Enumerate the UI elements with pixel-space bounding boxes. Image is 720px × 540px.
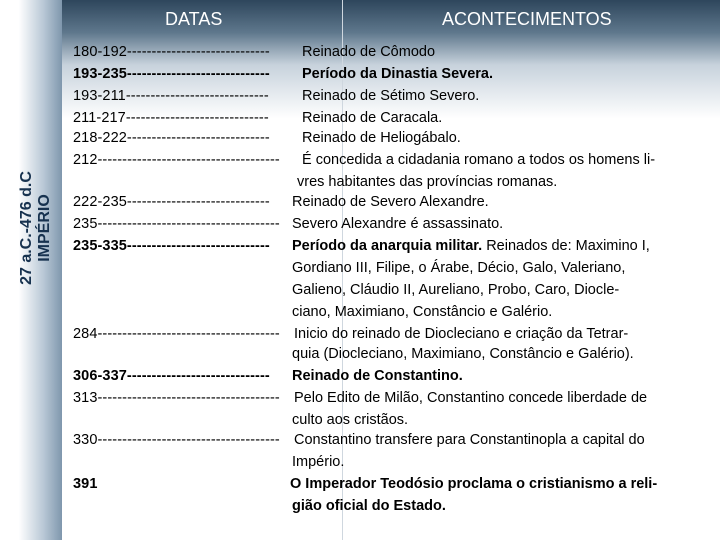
timeline-row: [0, 366, 720, 386]
timeline-row: [0, 410, 720, 430]
row-event: Império.: [292, 454, 345, 470]
row-event: Reinado de Cômodo: [302, 44, 436, 60]
timeline-row: [0, 236, 720, 256]
timeline-row: [0, 388, 720, 408]
row-event: Inicio do reinado de Diocleciano e criação da Tetrar-: [294, 326, 629, 342]
row-date: 306-337-----------------------------: [73, 368, 270, 384]
row-event: É concedida a cidadania romano a todos os homens li-: [302, 152, 656, 168]
row-date: 284-------------------------------------: [73, 326, 280, 342]
row-date: 235-------------------------------------: [73, 216, 280, 232]
timeline-row: [0, 150, 720, 170]
row-event: Galieno, Cláudio II, Aureliano, Probo, Caro, Diocle-: [292, 282, 620, 298]
row-event: Severo Alexandre é assassinato.: [292, 216, 504, 232]
side-title-label: IMPÉRIO: [36, 194, 53, 262]
row-date: 313-------------------------------------: [73, 390, 280, 406]
row-event: Reinado de Heliogábalo.: [302, 130, 461, 146]
timeline-row: [0, 108, 720, 128]
timeline-row: [0, 452, 720, 472]
row-event: Constantino transfere para Constantinopla a capital do: [294, 432, 645, 448]
timeline-row: [0, 344, 720, 364]
row-event: Reinado de Caracala.: [302, 110, 443, 126]
timeline-row: [0, 128, 720, 148]
row-event: Gordiano III, Filipe, o Árabe, Décio, Galo, Valeriano,: [292, 260, 626, 276]
row-event: Pelo Edito de Milão, Constantino concede liberdade de: [294, 390, 648, 406]
timeline-row: [0, 192, 720, 212]
timeline-row: [0, 496, 720, 516]
row-event-rest: Reinados de: Maximino I,: [482, 238, 650, 254]
row-date: 218-222-----------------------------: [73, 130, 270, 146]
timeline-row: [0, 42, 720, 62]
row-date: 193-211-----------------------------: [73, 88, 269, 104]
row-event: Reinado de Severo Alexandre.: [292, 194, 489, 210]
row-date: 193-235-----------------------------: [73, 66, 270, 82]
timeline-row: [0, 474, 720, 494]
row-date: 222-235-----------------------------: [73, 194, 270, 210]
row-event: Reinado de Constantino.: [292, 368, 463, 384]
row-date: 211-217-----------------------------: [73, 110, 269, 126]
row-date: 330-------------------------------------: [73, 432, 280, 448]
row-event: quia (Diocleciano, Maximiano, Constâncio e Galério).: [292, 346, 634, 362]
row-event-highlight: Período da anarquia militar.: [292, 238, 483, 254]
timeline-row: [0, 258, 720, 278]
timeline-row: [0, 280, 720, 300]
row-event: Período da Dinastia Severa.: [302, 66, 493, 82]
row-event: [292, 236, 712, 256]
row-date: 212-------------------------------------: [73, 152, 280, 168]
timeline-row: [0, 302, 720, 322]
timeline-row: [0, 86, 720, 106]
row-event: Reinado de Sétimo Severo.: [302, 88, 480, 104]
timeline-row: [0, 324, 720, 344]
row-date: 391: [73, 476, 98, 492]
timeline-row: [0, 430, 720, 450]
row-event: vres habitantes das províncias romanas.: [297, 174, 558, 190]
row-date: 180-192-----------------------------: [73, 44, 270, 60]
side-title-period: 27 a.C.-476 d.C: [18, 171, 35, 285]
timeline-row: [0, 172, 720, 192]
row-date: 235-335-----------------------------: [73, 238, 270, 254]
dates-header: DATAS: [165, 9, 223, 29]
row-event: gião oficial do Estado.: [292, 498, 446, 514]
timeline-row: [0, 64, 720, 84]
row-event: O Imperador Teodósio proclama o cristianismo a reli-: [290, 476, 658, 492]
row-event: culto aos cristãos.: [292, 412, 409, 428]
timeline-row: [0, 214, 720, 234]
row-event: ciano, Maximiano, Constâncio e Galério.: [292, 304, 553, 320]
events-header: ACONTECIMENTOS: [442, 9, 612, 29]
